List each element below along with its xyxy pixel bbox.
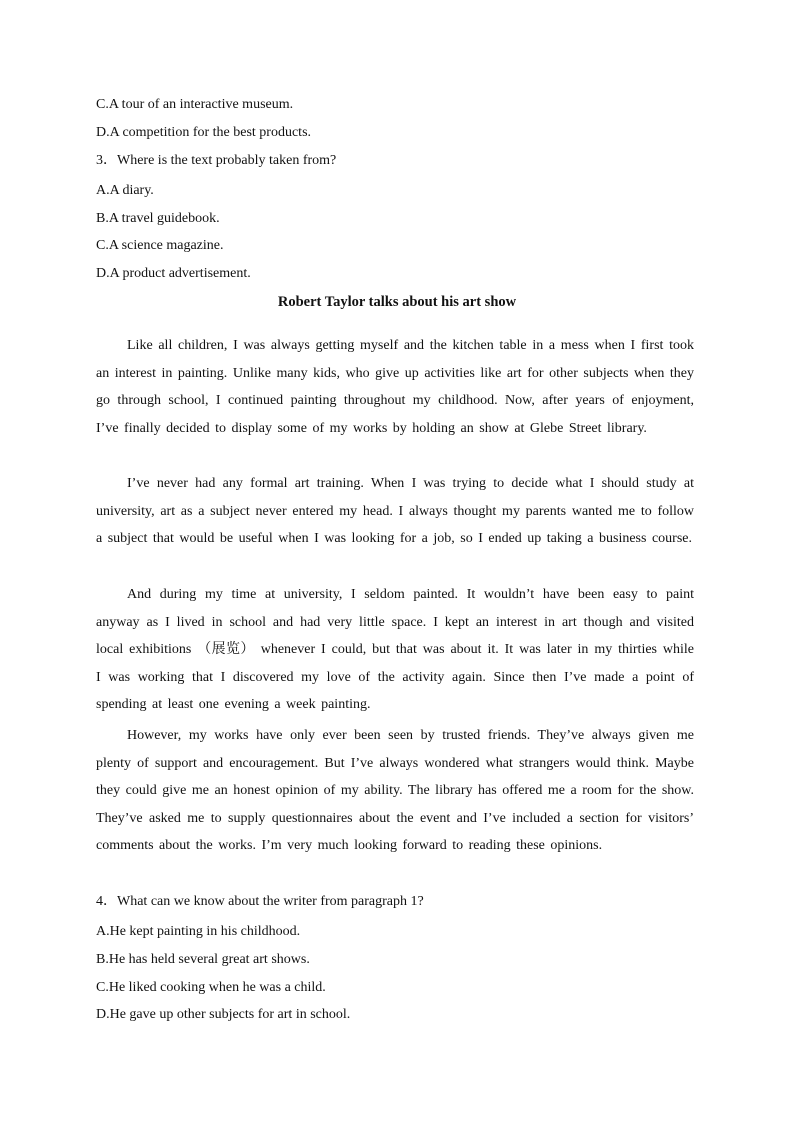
q2-option-c: C.A tour of an interactive museum. (96, 97, 294, 112)
q3-stem: 3．Where is the text probably taken from? (96, 153, 337, 168)
q4-stem: 4．What can we know about the writer from paragraph 1? (96, 894, 424, 909)
q4-option-a: A.He kept painting in his childhood. (96, 924, 301, 939)
passage-paragraph-1: Like all children, I was always getting myself and the kitchen table in a mess when I first took an interest in painting. Unlike many kids, who give up activities like art for other subjects when they go through school, I continued painting throughout my childhood. Now, after years of enjoyment, I’ve finally decided to display some of my works by holding an show at Glebe Street library. (96, 338, 694, 436)
q2-option-d: D.A competition for the best products. (96, 125, 312, 140)
q3-option-b: B.A travel guidebook. (96, 211, 220, 226)
q3-option-c: C.A science magazine. (96, 238, 224, 253)
q4-option-d: D.He gave up other subjects for art in school. (96, 1007, 351, 1022)
q3-option-d: D.A product advertisement. (96, 266, 251, 281)
passage-paragraph-2: I’ve never had any formal art training. When I was trying to decide what I should study at university, art as a subject never entered my head. I always thought my parents wanted me to follow a subject that would be useful when I was looking for a job, so I ended up taking a business course. (96, 476, 694, 547)
passage-title: Robert Taylor talks about his art show (277, 294, 517, 310)
q4-option-b: B.He has held several great art shows. (96, 952, 310, 967)
q3-option-a: A.A diary. (96, 183, 154, 198)
passage-paragraph-4: However, my works have only ever been seen by trusted friends. They’ve always given me plenty of support and encouragement. But I’ve always wondered what strangers would think. Maybe they could give me an honest opinion of my ability. The library has offered me a room for the show. They’ve asked me to supply questionnaires about the event and I’ve included a section for visitors’ comments about the works. I’m very much looking forward to reading these opinions. (96, 728, 694, 854)
q4-option-c: C.He liked cooking when he was a child. (96, 980, 326, 995)
passage-paragraph-3: And during my time at university, I seldom painted. It wouldn’t have been easy to paint anyway as I lived in school and had very little space. I kept an interest in art though and visited local exhibitions （展览） whenever I could, but that was about it. It was later in my thirties while I was working that I discovered my love of the activity again. Since then I’ve made a point of spending at least one evening a week painting. (96, 587, 694, 713)
